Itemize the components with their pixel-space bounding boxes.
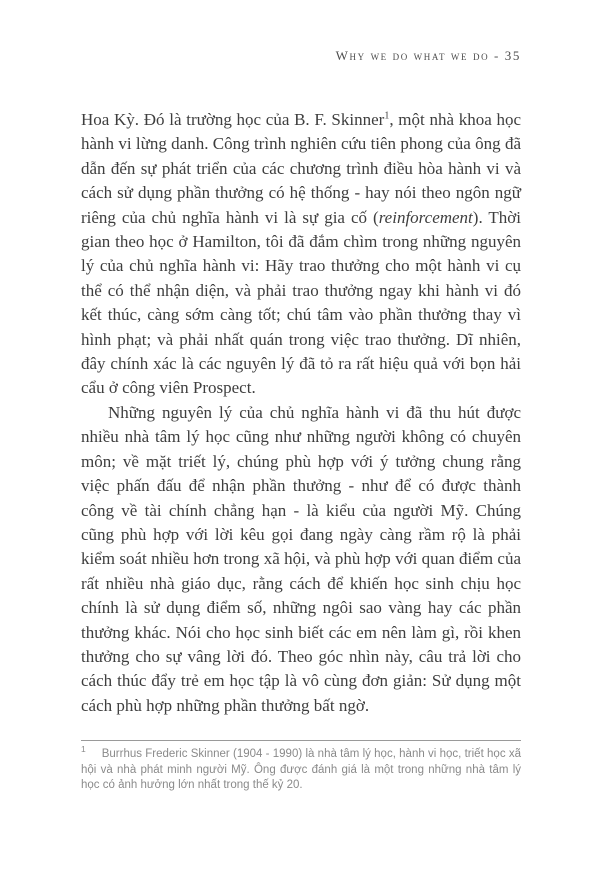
paragraph-2: Những nguyên lý của chủ nghĩa hành vi đã thu hút được nhiều nhà tâm lý học cũng như những người không có chuyên môn; về mặt triết lý, chúng phù hợp với ý tưởng chung rằng việc phấn đấu để nhận phần thưởng - như để có được thành công về tài chính chẳng hạn - là kiểu của người Mỹ. Chúng cũng phù hợp với lời kêu gọi đang ngày càng rầm rộ là phải kiểm soát nhiều hơn trong xã hội, và phù hợp với quan điểm của rất nhiều nhà giáo dục, rằng cách để khiến học sinh chịu học chính là sử dụng điểm số, những ngôi sao vàng hay các phần thưởng khác. Nói cho học sinh biết các em nên làm gì, rồi khen thưởng cho sự vâng lời đó. Theo góc nhìn này, câu trả lời cho cách thúc đẩy trẻ em học tập là vô cùng đơn giản: Sử dụng một cách phù hợp những phần thưởng bất ngờ. [81,402,521,715]
footnote-text: Burrhus Frederic Skinner (1904 - 1990) là nhà tâm lý học, hành vi học, triết học xã hội và nhà phát minh người Mỹ. Ông được đánh giá là một trong những nhà tâm lý học có ảnh hưởng lớn nhất trong thế kỷ 20. [81,748,521,792]
paragraph-1-text-a: Hoa Kỳ. Đó là trường học của B. F. Skinner [81,110,385,129]
page-body [81,108,521,718]
footnote-marker: 1 [81,744,86,755]
italic-term: reinforcement [378,207,473,227]
footnote [81,744,521,794]
paragraph-1 [81,108,521,401]
paragraph-1-text-b: , một nhà khoa học hành vi lừng danh. Công trình nghiên cứu tiên phong của ông đã dẫn đến sự phát triển của các chương trình điều hòa hành vi và cách sử dụng phần thưởng có hệ thống - hay nói theo ngôn ngữ riêng của chủ nghĩa hành vi là sự gia cố ( [81,110,521,227]
footnote-divider [81,740,521,741]
footnote-block [81,740,521,794]
running-header-text: Why we do what we do - 35 [335,48,521,63]
paragraph-1-text-c: ). Thời gian theo học ở Hamilton, tôi đã đắm chìm trong những nguyên lý của chủ nghĩa hành vi: Hãy trao thưởng cho một hành vi cụ thể có thể nhận diện, và phải trao thưởng ngay khi hành vi đó kết thúc, càng sớm càng tốt; chú tâm vào phần thưởng thay vì hình phạt; và phải nhất quán trong việc trao thưởng. Dĩ nhiên, đây chính xác là các nguyên lý đã tỏ ra rất hiệu quả với bọn hải cẩu ở công viên Prospect. [81,207,521,398]
running-header [81,48,521,64]
footnote-reference: 1 [384,110,390,122]
